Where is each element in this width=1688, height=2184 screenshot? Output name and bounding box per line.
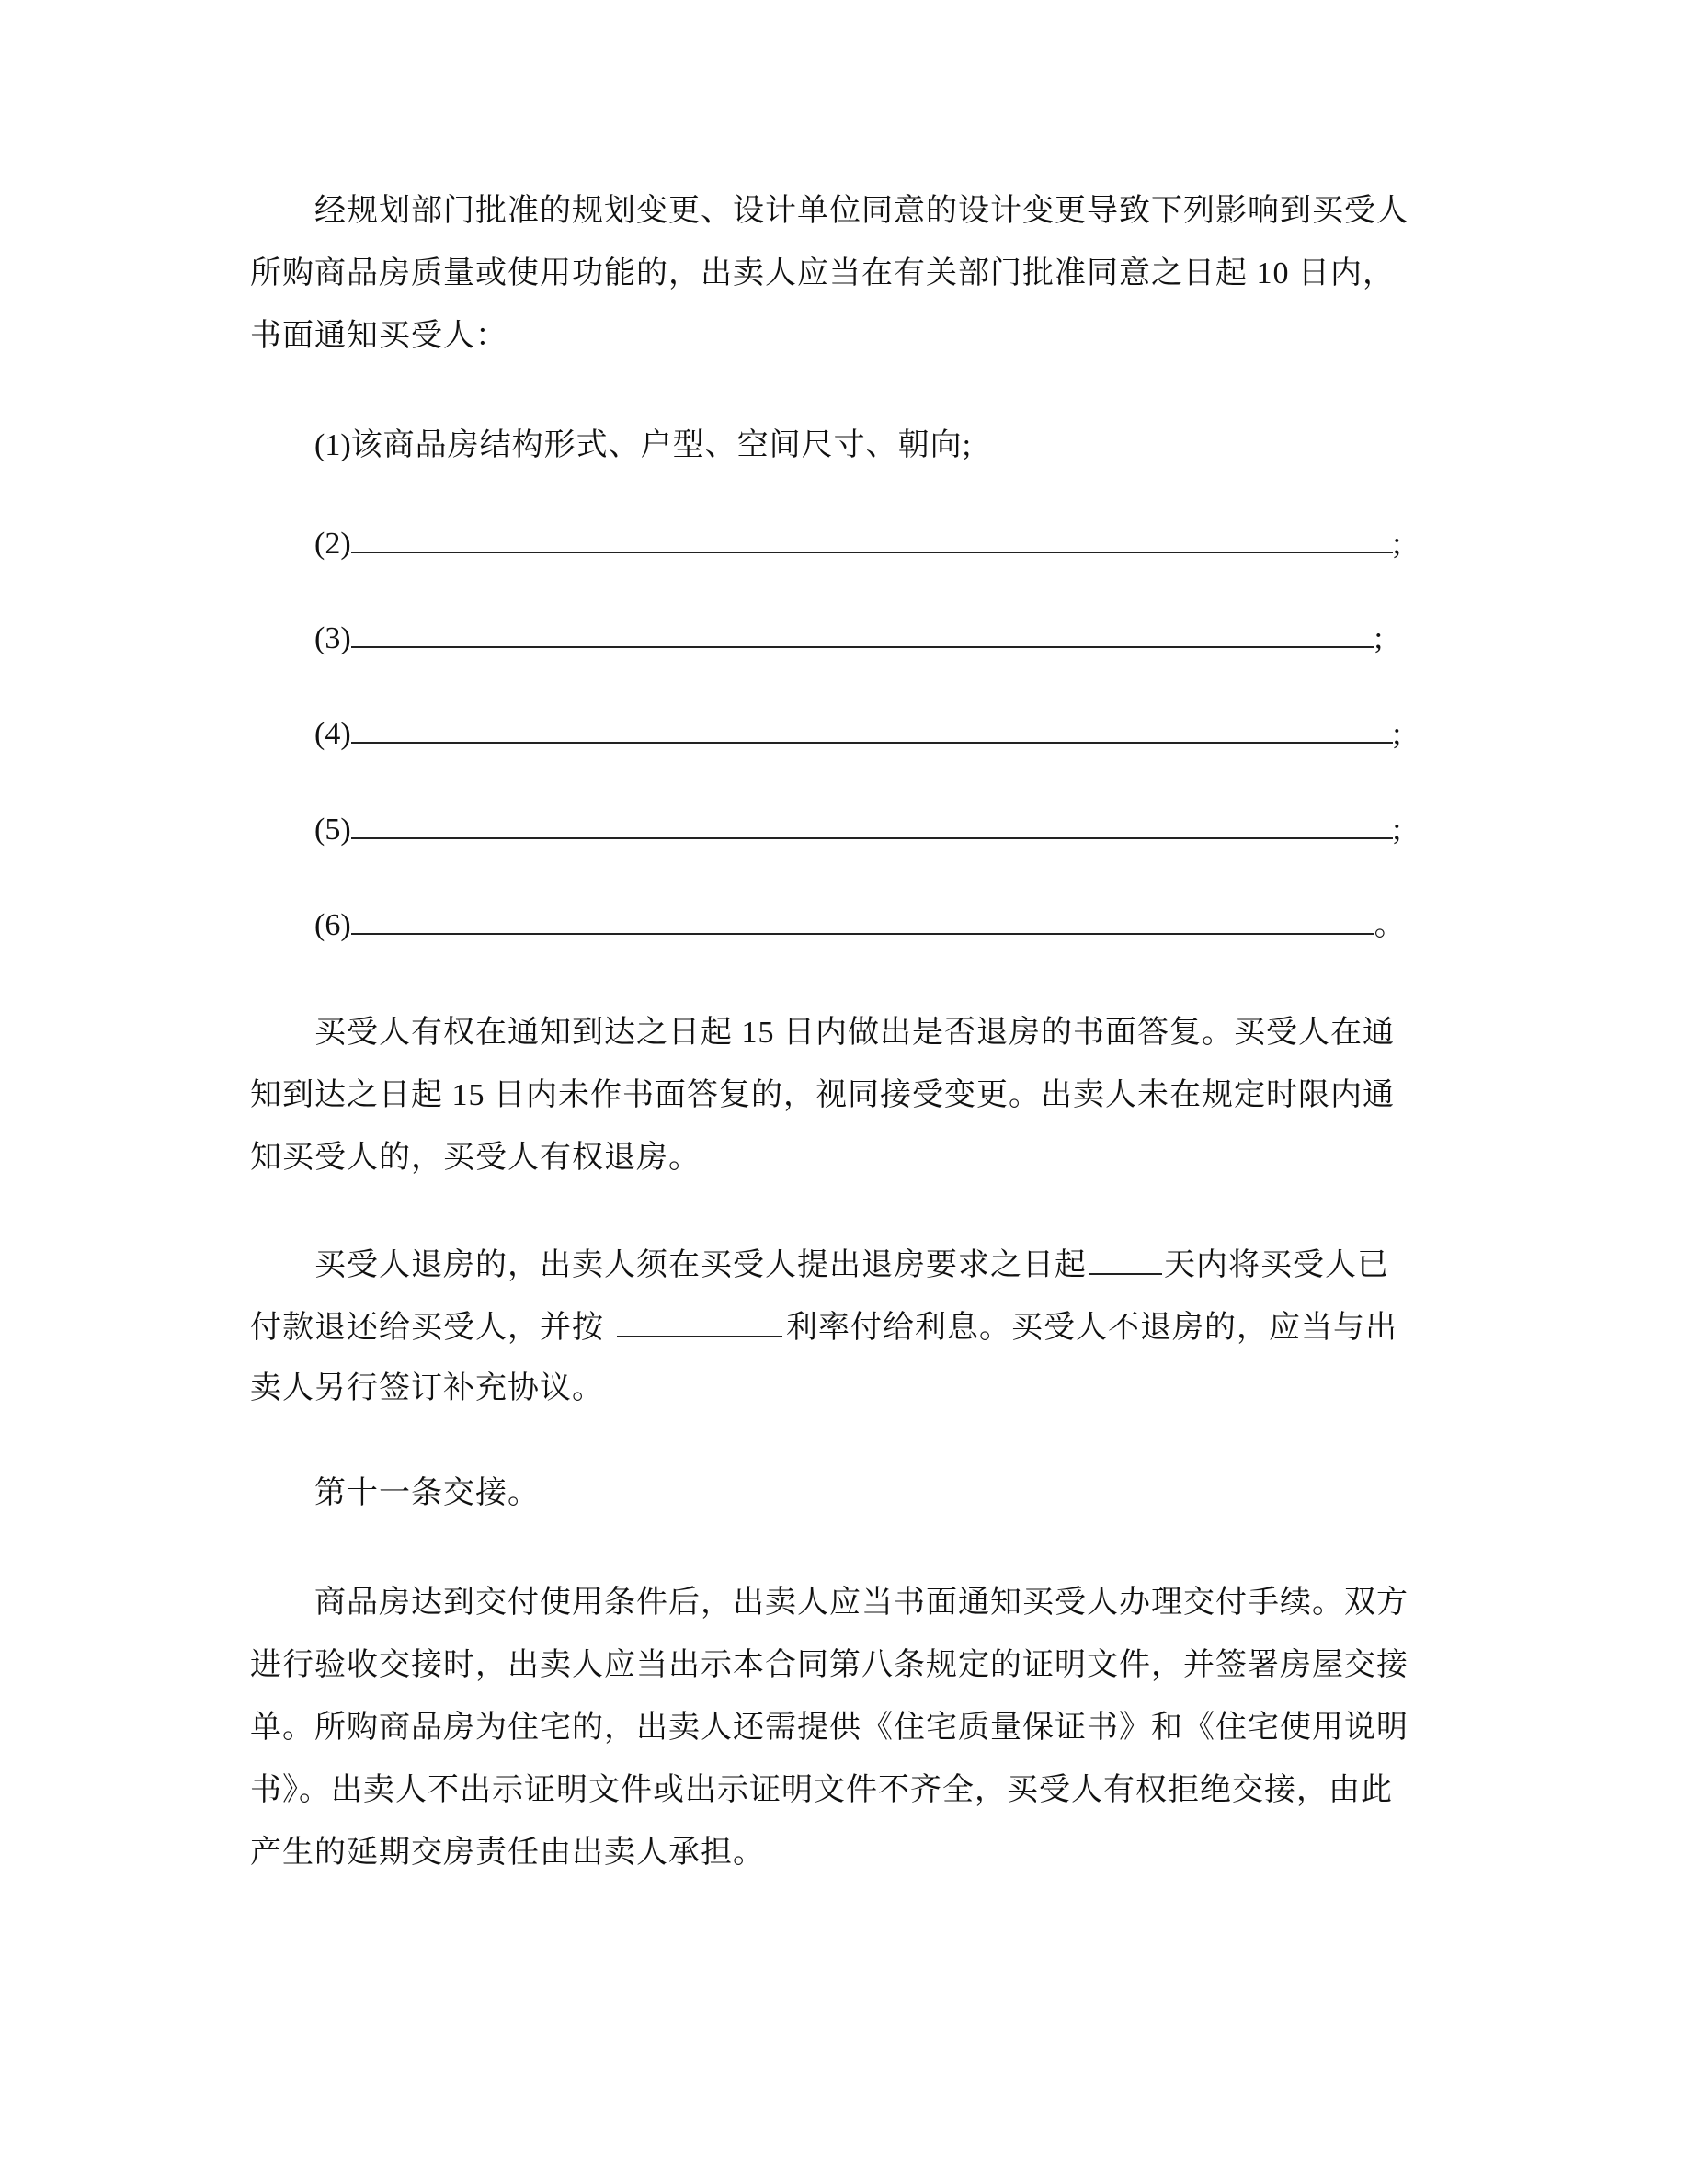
fill-in-blank[interactable] [351,905,1374,935]
item-label: (4) [314,717,351,751]
days-blank[interactable] [1089,1246,1162,1275]
item-label: (5) [314,813,351,847]
paragraph-2-line-3: 知买受人的，买受人有权退房。 [250,1141,701,1175]
paragraph-3-line-3: 卖人另行签订补充协议。 [250,1371,604,1405]
paragraph-2-line-1: 买受人有权在通知到达之日起 15 日内做出是否退房的书面答复。买受人在通 [314,1016,1395,1050]
item-end-punctuation: ; [1392,717,1403,751]
paragraph-4-line-4: 书》。出卖人不出示证明文件或出示证明文件不齐全，买受人有权拒绝交接，由此 [250,1773,1393,1807]
paragraph-4-line-1: 商品房达到交付使用条件后，出卖人应当书面通知买受人办理交付手续。双方 [314,1586,1409,1620]
text-segment: 付款退还给买受人，并按 [250,1311,604,1345]
paragraph-1-line-1: 经规划部门批准的规划变更、设计单位同意的设计变更导致下列影响到买受人 [314,194,1409,228]
paragraph-4-line-2: 进行验收交接时，出卖人应当出示本合同第八条规定的证明文件，并签署房屋交接 [250,1648,1409,1682]
fill-in-blank[interactable] [351,714,1393,744]
list-item-1 [314,427,972,464]
fill-in-blank[interactable] [351,619,1374,648]
paragraph-3-line-1 [314,1246,1389,1284]
paragraph-1-line-2: 所购商品房质量或使用功能的，出卖人应当在有关部门批准同意之日起 10 日内， [250,256,1395,290]
article-heading: 第十一条交接。 [314,1476,540,1510]
list-item-6 [314,905,1407,944]
interest-rate-blank[interactable] [617,1308,782,1337]
item-label: (3) [314,621,351,655]
item-label: (6) [314,908,351,942]
fill-in-blank[interactable] [351,810,1393,839]
item-end-punctuation: ; [1392,813,1403,847]
text-segment: 买受人退房的，出卖人须在买受人提出退房要求之日起 [314,1248,1087,1282]
item-end-punctuation: ; [1374,621,1385,655]
paragraph-2-line-2: 知到达之日起 15 日内未作书面答复的，视同接受变更。出卖人未在规定时限内通 [250,1078,1395,1112]
paragraph-3-line-2 [250,1308,1397,1347]
item-text: 该商品房结构形式、户型、空间尺寸、朝向; [350,428,973,462]
paragraph-4-line-3: 单。所购商品房为住宅的，出卖人还需提供《住宅质量保证书》和《住宅使用说明 [250,1711,1409,1745]
list-item-5 [314,810,1402,848]
fill-in-blank[interactable] [351,524,1393,553]
list-item-2 [314,524,1402,563]
item-label: (2) [314,527,351,561]
list-item-3 [314,619,1384,657]
item-end-punctuation: 。 [1374,908,1407,942]
item-label: (1) [314,428,351,462]
item-end-punctuation: ; [1392,527,1403,561]
text-segment: 利率付给利息。买受人不退房的，应当与出 [786,1311,1397,1345]
paragraph-4-line-5: 产生的延期交房责任由出卖人承担。 [250,1836,765,1870]
list-item-4 [314,714,1402,753]
text-segment: 天内将买受人已 [1164,1248,1389,1282]
paragraph-1-line-3: 书面通知买受人： [250,319,508,353]
